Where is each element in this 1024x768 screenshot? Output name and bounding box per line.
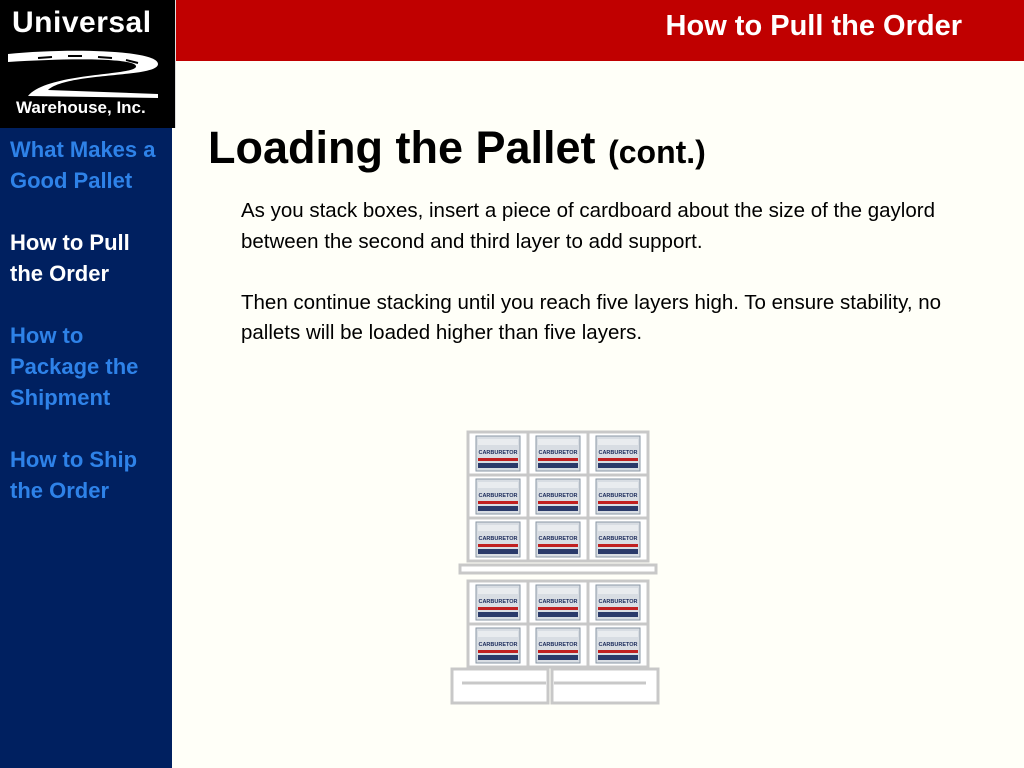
svg-text:CARBURETOR: CARBURETOR — [478, 450, 518, 456]
box-top1-2 — [588, 475, 648, 518]
svg-text:CARBURETOR: CARBURETOR — [598, 642, 638, 648]
box-bottom0-1 — [528, 581, 588, 624]
box-bottom1-2 — [588, 624, 648, 667]
box-top1-1 — [528, 475, 588, 518]
page-title — [208, 122, 706, 174]
box-top0-1 — [528, 432, 588, 475]
svg-text:CARBURETOR: CARBURETOR — [478, 599, 518, 605]
svg-text:CARBURETOR: CARBURETOR — [538, 599, 578, 605]
svg-text:CARBURETOR: CARBURETOR — [598, 450, 638, 456]
pallet-base — [452, 669, 658, 703]
sidebar-item-ship-order[interactable]: How to Ship the Order — [10, 447, 138, 503]
paragraph-2: Then continue stacking until you reach five layers high. To ensure stability, no pallets will be loaded higher than five layers. — [241, 290, 942, 344]
svg-text:CARBURETOR: CARBURETOR — [538, 493, 578, 499]
box-top1-0 — [468, 475, 528, 518]
company-logo — [0, 0, 176, 128]
box-top0-2 — [588, 432, 648, 475]
paragraph-1: As you stack boxes, insert a piece of cardboard about the size of the gaylord between the second and third layer to add support. — [241, 199, 935, 253]
box-bottom1-1 — [528, 624, 588, 667]
header-bar — [176, 0, 1024, 61]
box-bottom1-0 — [468, 624, 528, 667]
svg-text:CARBURETOR: CARBURETOR — [478, 536, 518, 542]
sidebar-item-good-pallet[interactable]: What Makes a Good Pallet — [10, 137, 156, 193]
section-title: How to Pull the Order — [665, 10, 962, 42]
sidebar-item-package-shipment[interactable]: How to Package the Shipment — [10, 323, 139, 410]
svg-text:CARBURETOR: CARBURETOR — [598, 536, 638, 542]
page-title-suffix: (cont.) — [608, 134, 706, 170]
svg-text:CARBURETOR: CARBURETOR — [538, 536, 578, 542]
logo-bottom-text: Warehouse, Inc. — [16, 98, 146, 117]
page-title-text: Loading the Pallet — [208, 122, 596, 173]
box-top2-1 — [528, 518, 588, 561]
svg-text:CARBURETOR: CARBURETOR — [538, 642, 578, 648]
box-bottom0-0 — [468, 581, 528, 624]
body-text — [241, 196, 981, 379]
svg-text:CARBURETOR: CARBURETOR — [478, 493, 518, 499]
box-bottom0-2 — [588, 581, 648, 624]
svg-text:CARBURETOR: CARBURETOR — [598, 493, 638, 499]
svg-text:CARBURETOR: CARBURETOR — [478, 642, 518, 648]
logo-top-text: Universal — [12, 6, 152, 39]
svg-text:CARBURETOR: CARBURETOR — [598, 599, 638, 605]
box-top2-2 — [588, 518, 648, 561]
pallet-illustration — [448, 430, 664, 706]
sidebar-item-pull-order[interactable]: How to Pull the Order — [10, 230, 130, 286]
box-top0-0 — [468, 432, 528, 475]
box-top2-0 — [468, 518, 528, 561]
sidebar-nav — [0, 128, 172, 768]
svg-text:CARBURETOR: CARBURETOR — [538, 450, 578, 456]
road-icon — [8, 46, 168, 98]
cardboard-sheet — [460, 565, 656, 573]
